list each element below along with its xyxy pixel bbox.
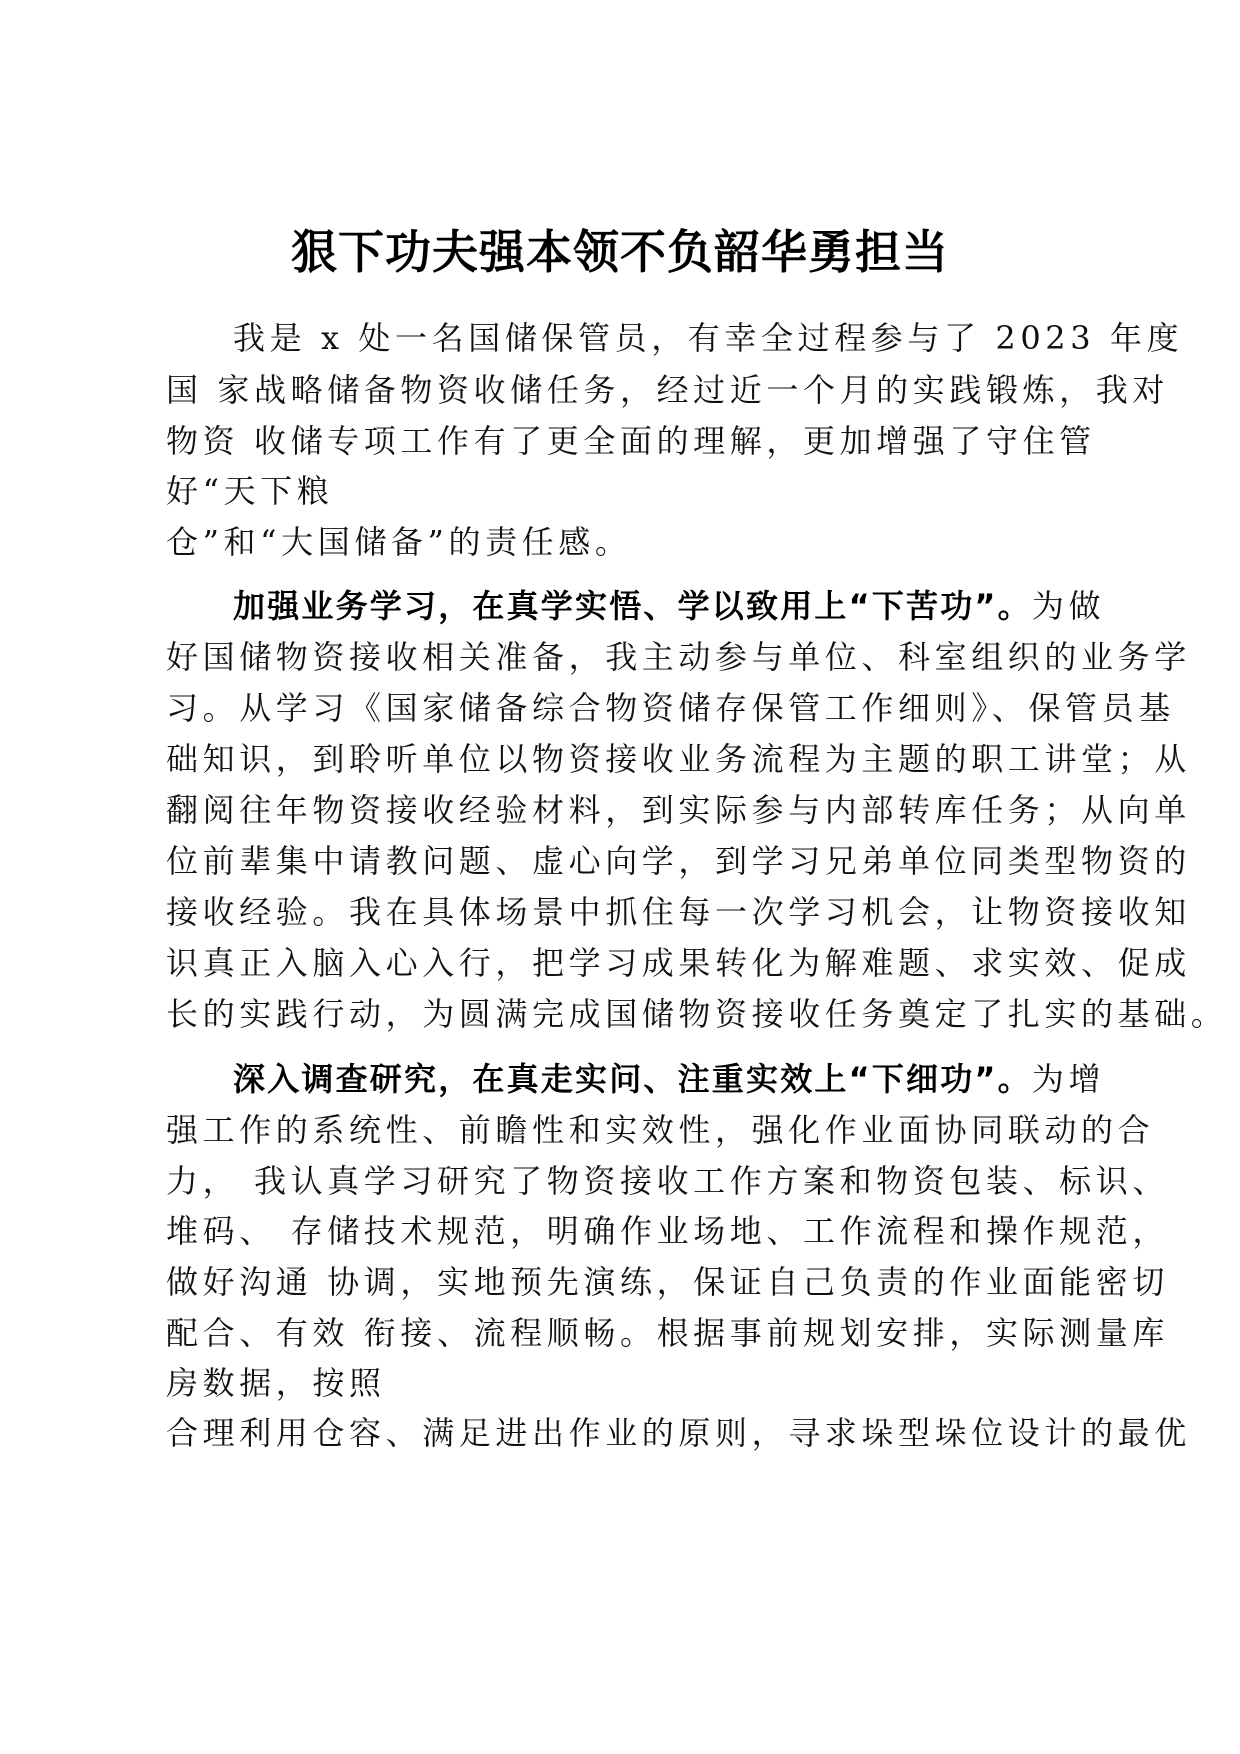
- section-2-line: 做好沟通 协调，实地预先演练，保证自己负责的作业面能密切: [166, 1263, 1169, 1301]
- section-2-line: 房数据，按照: [166, 1364, 386, 1402]
- section-1-first-line: [233, 581, 1105, 631]
- section-2-line: 配合、有效 衔接、流程顺畅。根据事前规划安排，实际测量库: [166, 1314, 1169, 1352]
- section-1-line: 好国储物资接收相关准备，我主动参与单位、科室组织的业务学: [166, 638, 1191, 676]
- intro-line: 国 家战略储备物资收储任务，经过近一个月的实践锻炼，我对: [166, 371, 1169, 409]
- intro-line: 我是 x 处一名国储保管员，有幸全过程参与了 2023 年度: [233, 319, 1184, 357]
- section-2-first-line: [233, 1054, 1105, 1104]
- intro-line: 好“天下粮: [166, 472, 334, 510]
- section-1-first-line-text: 为做: [1031, 587, 1106, 625]
- section-2-line: 强工作的系统性、前瞻性和实效性，强化作业面协同联动的合: [166, 1111, 1155, 1149]
- section-2-first-line-text: 为增: [1031, 1060, 1106, 1098]
- section-1-line: 识真正入脑入心入行，把学习成果转化为解难题、求实效、促成: [166, 944, 1191, 982]
- section-2-line: 合理利用仓容、满足进出作业的原则，寻求垛型垛位设计的最优: [166, 1414, 1191, 1452]
- section-1-line: 习。从学习《国家储备综合物资储存保管工作细则》、保管员基: [166, 689, 1175, 727]
- section-1-line: 础知识，到聆听单位以物资接收业务流程为主题的职工讲堂；从: [166, 740, 1191, 778]
- section-1-line: 翻阅往年物资接收经验材料，到实际参与内部转库任务；从向单: [166, 791, 1191, 829]
- section-2-heading: 深入调查研究，在真走实问、注重实效上“下细功”。: [233, 1060, 1032, 1098]
- section-1-line: 接收经验。我在具体场景中抓住每一次学习机会，让物资接收知: [166, 893, 1191, 931]
- section-2-line: 堆码、 存储技术规范，明确作业场地、工作流程和操作规范，: [166, 1212, 1169, 1250]
- section-1-line: 长的实践行动，为圆满完成国储物资接收任务奠定了扎实的基础。: [166, 995, 1228, 1033]
- document-title: 狠下功夫强本领不负韶华勇担当: [291, 225, 949, 279]
- intro-line: 物资 收储专项工作有了更全面的理解，更加增强了守住管: [166, 422, 1096, 460]
- section-1-heading: 加强业务学习，在真学实悟、学以致用上“下苦功”。: [233, 587, 1032, 625]
- intro-line: 仓”和“大国储备”的责任感。: [166, 523, 632, 561]
- section-2-line: 力， 我认真学习研究了物资接收工作方案和物资包装、标识、: [166, 1162, 1169, 1200]
- section-1-line: 位前辈集中请教问题、虚心向学，到学习兄弟单位同类型物资的: [166, 842, 1191, 880]
